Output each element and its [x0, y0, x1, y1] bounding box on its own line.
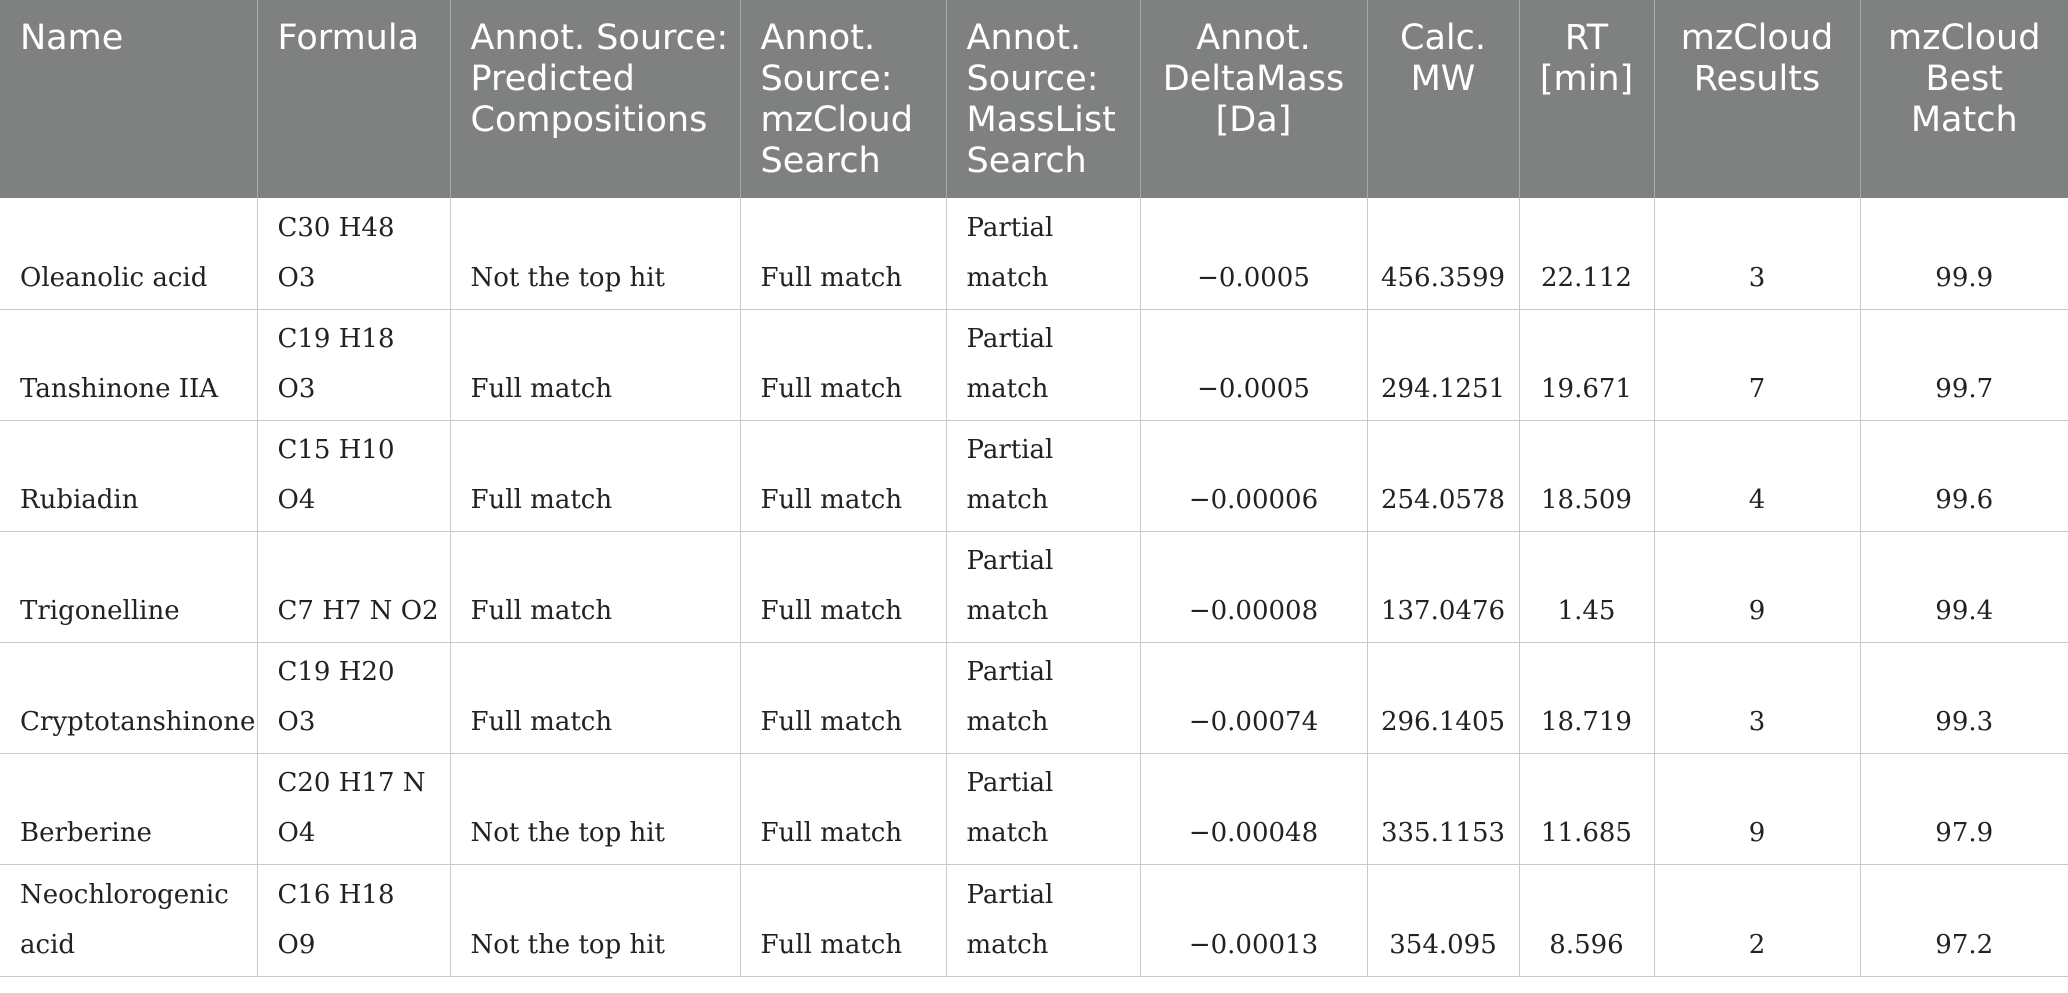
cell-calc-mw: 137.0476: [1367, 531, 1519, 642]
table-row: [0, 198, 2068, 309]
cell-predicted-compositions: Full match: [450, 420, 740, 531]
header-name: Name: [0, 0, 257, 198]
table-row: [0, 420, 2068, 531]
cell-name: Rubiadin: [0, 420, 257, 531]
cell-mzcloud-search: Full match: [740, 753, 946, 864]
cell-mzcloud-results: 4: [1654, 420, 1860, 531]
header-formula: Formula: [257, 0, 450, 198]
cell-masslist-search: Partial match: [946, 753, 1140, 864]
table-row: [0, 642, 2068, 753]
cell-formula: C19 H20 O3: [257, 642, 450, 753]
cell-formula: C15 H10 O4: [257, 420, 450, 531]
cell-name: Berberine: [0, 753, 257, 864]
header-annot-deltamass: Annot. DeltaMass [Da]: [1140, 0, 1367, 198]
table-body: [0, 198, 2068, 976]
cell-deltamass: −0.00006: [1140, 420, 1367, 531]
cell-rt: 19.671: [1519, 309, 1654, 420]
cell-formula: C20 H17 N O4: [257, 753, 450, 864]
cell-masslist-search: Partial match: [946, 309, 1140, 420]
cell-deltamass: −0.00074: [1140, 642, 1367, 753]
cell-masslist-search: Partial match: [946, 864, 1140, 976]
table-row: [0, 753, 2068, 864]
cell-predicted-compositions: Not the top hit: [450, 864, 740, 976]
cell-mzcloud-search: Full match: [740, 420, 946, 531]
cell-masslist-search: Partial match: [946, 531, 1140, 642]
cell-mzcloud-results: 2: [1654, 864, 1860, 976]
cell-name: Tanshinone IIA: [0, 309, 257, 420]
cell-mzcloud-best-match: 99.4: [1860, 531, 2068, 642]
cell-mzcloud-results: 3: [1654, 198, 1860, 309]
header-annot-mzcloud-search: Annot. Source: mzCloud Search: [740, 0, 946, 198]
table-row: [0, 309, 2068, 420]
cell-mzcloud-best-match: 97.9: [1860, 753, 2068, 864]
cell-calc-mw: 294.1251: [1367, 309, 1519, 420]
cell-mzcloud-search: Full match: [740, 198, 946, 309]
cell-rt: 1.45: [1519, 531, 1654, 642]
cell-rt: 18.719: [1519, 642, 1654, 753]
cell-rt: 22.112: [1519, 198, 1654, 309]
cell-predicted-compositions: Full match: [450, 309, 740, 420]
cell-deltamass: −0.0005: [1140, 309, 1367, 420]
cell-masslist-search: Partial match: [946, 198, 1140, 309]
cell-predicted-compositions: Not the top hit: [450, 753, 740, 864]
cell-name: Oleanolic acid: [0, 198, 257, 309]
table-row: [0, 531, 2068, 642]
cell-predicted-compositions: Full match: [450, 642, 740, 753]
cell-mzcloud-best-match: 99.3: [1860, 642, 2068, 753]
cell-rt: 18.509: [1519, 420, 1654, 531]
cell-calc-mw: 254.0578: [1367, 420, 1519, 531]
cell-name: Neochlorogenic acid: [0, 864, 257, 976]
cell-predicted-compositions: Not the top hit: [450, 198, 740, 309]
cell-name: Cryptotanshinone: [0, 642, 257, 753]
header-mzcloud-results: mzCloud Results: [1654, 0, 1860, 198]
cell-masslist-search: Partial match: [946, 420, 1140, 531]
cell-mzcloud-best-match: 99.9: [1860, 198, 2068, 309]
header-row: [0, 0, 2068, 198]
cell-mzcloud-best-match: 97.2: [1860, 864, 2068, 976]
cell-deltamass: −0.00048: [1140, 753, 1367, 864]
cell-predicted-compositions: Full match: [450, 531, 740, 642]
cell-calc-mw: 456.3599: [1367, 198, 1519, 309]
cell-mzcloud-search: Full match: [740, 864, 946, 976]
cell-calc-mw: 296.1405: [1367, 642, 1519, 753]
cell-name: Trigonelline: [0, 531, 257, 642]
cell-calc-mw: 354.095: [1367, 864, 1519, 976]
cell-rt: 11.685: [1519, 753, 1654, 864]
cell-mzcloud-search: Full match: [740, 309, 946, 420]
cell-deltamass: −0.00013: [1140, 864, 1367, 976]
cell-formula: C30 H48 O3: [257, 198, 450, 309]
table-header: [0, 0, 2068, 198]
header-rt: RT [min]: [1519, 0, 1654, 198]
header-mzcloud-best-match: mzCloud Best Match: [1860, 0, 2068, 198]
cell-mzcloud-results: 3: [1654, 642, 1860, 753]
cell-formula: C7 H7 N O2: [257, 531, 450, 642]
cell-mzcloud-results: 7: [1654, 309, 1860, 420]
cell-mzcloud-search: Full match: [740, 642, 946, 753]
cell-rt: 8.596: [1519, 864, 1654, 976]
cell-masslist-search: Partial match: [946, 642, 1140, 753]
cell-mzcloud-best-match: 99.6: [1860, 420, 2068, 531]
cell-deltamass: −0.0005: [1140, 198, 1367, 309]
header-annot-masslist-search: Annot. Source: MassList Search: [946, 0, 1140, 198]
cell-deltamass: −0.00008: [1140, 531, 1367, 642]
cell-formula: C16 H18 O9: [257, 864, 450, 976]
cell-mzcloud-best-match: 99.7: [1860, 309, 2068, 420]
table-row: [0, 864, 2068, 976]
cell-mzcloud-results: 9: [1654, 753, 1860, 864]
header-calc-mw: Calc. MW: [1367, 0, 1519, 198]
cell-formula: C19 H18 O3: [257, 309, 450, 420]
header-annot-predicted-compositions: Annot. Source: Predicted Compositions: [450, 0, 740, 198]
cell-mzcloud-results: 9: [1654, 531, 1860, 642]
cell-mzcloud-search: Full match: [740, 531, 946, 642]
cell-calc-mw: 335.1153: [1367, 753, 1519, 864]
